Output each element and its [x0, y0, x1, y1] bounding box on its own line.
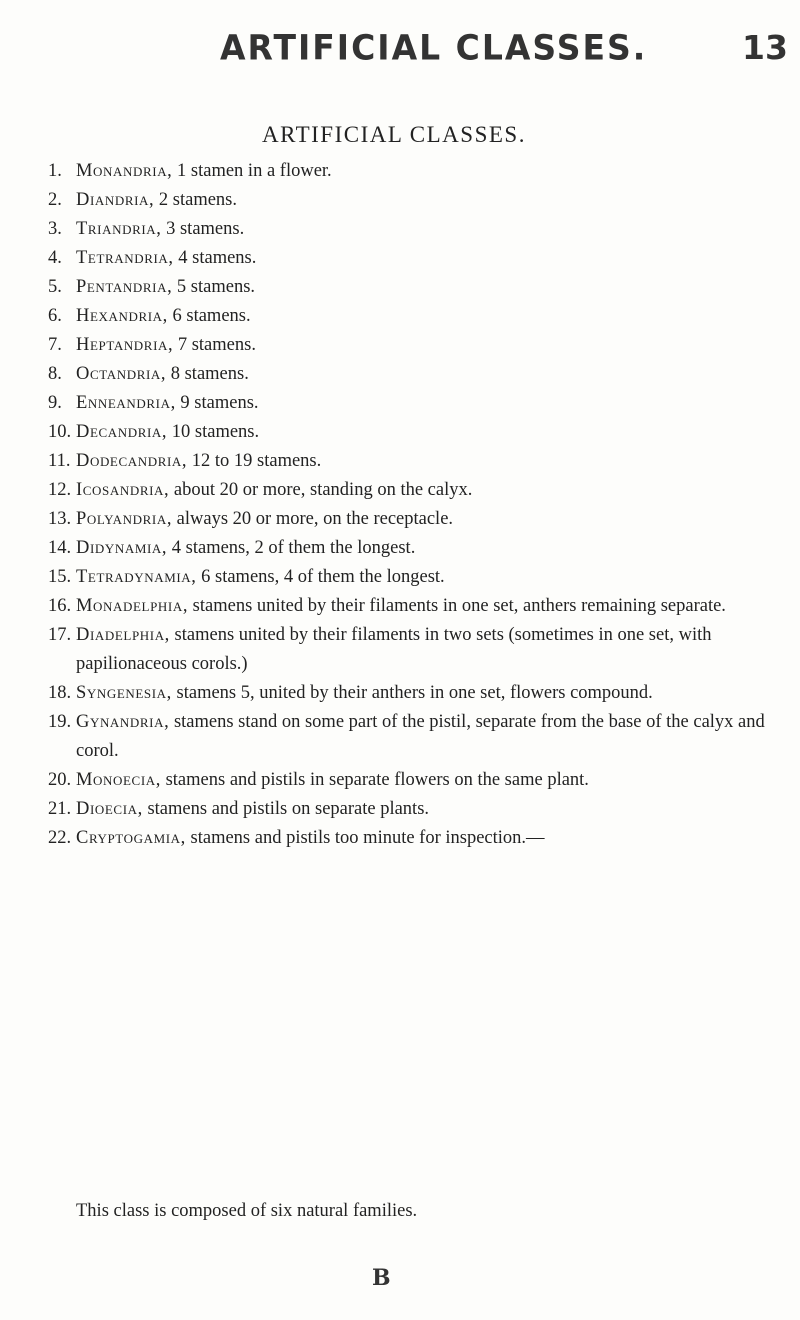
class-description: stamens and pistils in separate flowers on the same plant.: [160, 770, 589, 790]
class-name: Decandria,: [76, 422, 168, 442]
class-name: Heptandria,: [76, 335, 174, 355]
entry-number: 6.: [48, 306, 62, 326]
class-list: [48, 157, 768, 853]
entry-number: 12.: [48, 480, 72, 500]
class-entry: [48, 592, 768, 621]
entry-body: [76, 824, 768, 853]
page-number: 13: [742, 28, 788, 67]
entry-body: [76, 215, 768, 244]
class-entry: [48, 186, 768, 215]
class-entry: [48, 157, 768, 186]
class-name: Tetradynamia,: [76, 567, 197, 587]
entry-number: 15.: [48, 567, 72, 587]
class-description: stamens united by their filaments in two sets (sometimes in one set, with papilionaceous corols.): [76, 625, 712, 674]
entry-body: [76, 302, 768, 331]
class-description: 12 to 19 stamens.: [187, 451, 322, 471]
entry-number: 11.: [48, 451, 71, 471]
entry-number: 14.: [48, 538, 72, 558]
entry-body: [76, 795, 768, 824]
class-description: 8 stamens.: [166, 364, 249, 384]
entry-number: 3.: [48, 219, 62, 239]
entry-body: [76, 708, 768, 766]
class-name: Hexandria,: [76, 306, 168, 326]
entry-body: [76, 331, 768, 360]
class-name: Monoecia,: [76, 770, 161, 790]
entry-number: 7.: [48, 335, 62, 355]
class-description: about 20 or more, standing on the calyx.: [169, 480, 473, 500]
entry-number: 13.: [48, 509, 72, 529]
class-description: stamens and pistils too minute for inspection.—: [185, 828, 545, 848]
class-entry: [48, 679, 768, 708]
entry-number: 18.: [48, 683, 72, 703]
entry-number: 22.: [48, 828, 72, 848]
class-entry: [48, 273, 768, 302]
entry-number: 19.: [48, 712, 72, 732]
entry-body: [76, 157, 768, 186]
class-entry: [48, 708, 768, 766]
class-entry: [48, 824, 768, 853]
class-name: Enneandria,: [76, 393, 176, 413]
class-description: 4 stamens.: [173, 248, 257, 268]
class-description: 3 stamens.: [161, 219, 245, 239]
class-entry: [48, 534, 768, 563]
entry-body: [76, 592, 768, 621]
class-description: 10 stamens.: [167, 422, 260, 442]
entry-number: 10.: [48, 422, 72, 442]
class-name: Dioecia,: [76, 799, 143, 819]
entry-body: [76, 476, 768, 505]
class-entry: [48, 795, 768, 824]
entry-body: [76, 766, 768, 795]
class-description: 4 stamens, 2 of them the longest.: [167, 538, 416, 558]
entry-number: 2.: [48, 190, 62, 210]
class-entry: [48, 389, 768, 418]
class-description: stamens stand on some part of the pistil, separate from the base of the calyx and corol.: [76, 712, 765, 761]
class-name: Diandria,: [76, 190, 155, 210]
entry-number: 21.: [48, 799, 72, 819]
entry-number: 1.: [48, 161, 62, 181]
class-name: Didynamia,: [76, 538, 168, 558]
entry-number: 20.: [48, 770, 72, 790]
class-entry: [48, 563, 768, 592]
class-entry: [48, 505, 768, 534]
entry-body: [76, 273, 768, 302]
entry-number: 4.: [48, 248, 62, 268]
class-entry: [48, 331, 768, 360]
class-description: 6 stamens, 4 of them the longest.: [196, 567, 445, 587]
entry-body: [76, 360, 768, 389]
entry-body: [76, 505, 768, 534]
class-description: 7 stamens.: [173, 335, 256, 355]
entry-body: [76, 418, 768, 447]
entry-number: 9.: [48, 393, 62, 413]
class-entry: [48, 360, 768, 389]
entry-body: [76, 389, 768, 418]
class-description: 5 stamens.: [172, 277, 256, 297]
class-name: Pentandria,: [76, 277, 173, 297]
entry-body: [76, 563, 768, 592]
class-description: stamens and pistils on separate plants.: [142, 799, 430, 819]
entry-body: [76, 447, 768, 476]
class-entry: [48, 215, 768, 244]
class-name: Cryptogamia,: [76, 828, 186, 848]
class-name: Monandria,: [76, 161, 173, 181]
class-entry: [48, 766, 768, 795]
entry-number: 17.: [48, 625, 72, 645]
class-entry: [48, 476, 768, 505]
class-entry: [48, 244, 768, 273]
class-entry: [48, 302, 768, 331]
class-name: Icosandria,: [76, 480, 170, 500]
class-entry: [48, 447, 768, 476]
class-name: Syngenesia,: [76, 683, 172, 703]
running-head: ARTIFICIAL CLASSES.: [220, 27, 648, 68]
entry-number: 16.: [48, 596, 72, 616]
entry-number: 8.: [48, 364, 62, 384]
entry-body: [76, 621, 768, 679]
class-name: Gynandria,: [76, 712, 170, 732]
class-description: always 20 or more, on the receptacle.: [172, 509, 454, 529]
closing-line: This class is composed of six natural families.: [76, 1201, 418, 1221]
entry-body: [76, 534, 768, 563]
class-entry: [48, 621, 768, 679]
class-description: stamens 5, united by their anthers in one set, flowers compound.: [171, 683, 653, 703]
class-name: Triandria,: [76, 219, 162, 239]
class-name: Octandria,: [76, 364, 167, 384]
class-description: stamens united by their filaments in one set, anthers remaining separate.: [188, 596, 726, 616]
class-description: 1 stamen in a flower.: [172, 161, 332, 181]
class-name: Tetrandria,: [76, 248, 174, 268]
class-entry: [48, 418, 768, 447]
entry-body: [76, 679, 768, 708]
printer-signature-mark: B: [372, 1265, 391, 1291]
entry-body: [76, 186, 768, 215]
class-description: 2 stamens.: [154, 190, 238, 210]
entry-number: 5.: [48, 277, 62, 297]
section-title: ARTIFICIAL CLASSES.: [262, 122, 526, 147]
entry-body: [76, 244, 768, 273]
class-name: Diadelphia,: [76, 625, 170, 645]
class-description: 6 stamens.: [167, 306, 251, 326]
class-description: 9 stamens.: [175, 393, 259, 413]
class-name: Polyandria,: [76, 509, 173, 529]
class-name: Dodecandria,: [76, 451, 188, 471]
class-name: Monadelphia,: [76, 596, 189, 616]
